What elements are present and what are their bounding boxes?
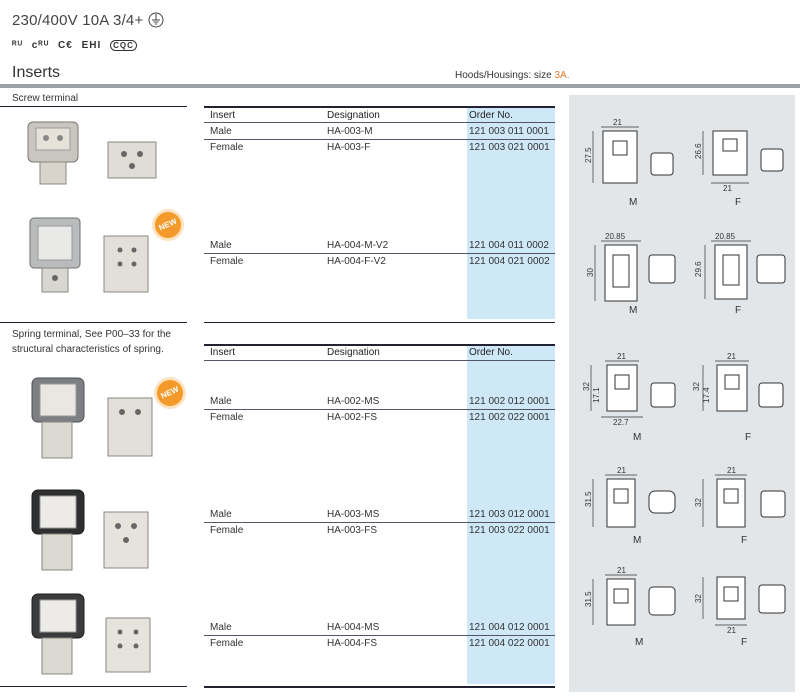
table-row-designation: HA-004-FS xyxy=(327,638,378,649)
row-rule xyxy=(204,522,555,523)
drawing-label: F xyxy=(741,637,748,648)
drawing-ha-004-f-v2 xyxy=(689,231,789,307)
svg-text:21: 21 xyxy=(723,184,732,193)
row-rule xyxy=(204,253,555,254)
table-row-designation: HA-003-F xyxy=(327,142,371,153)
drawing-ha-004-ms xyxy=(579,567,679,637)
cul-mark: cᴿᵁ xyxy=(31,40,50,51)
drawing-label: F xyxy=(735,305,742,316)
svg-text:21: 21 xyxy=(613,119,622,127)
svg-text:21: 21 xyxy=(617,467,626,475)
col-header-insert: Insert xyxy=(210,347,236,358)
col-header-order: Order No. xyxy=(469,110,513,121)
table-row-insert: Female xyxy=(210,638,244,649)
drawing-label: M xyxy=(633,432,642,443)
svg-text:27.5: 27.5 xyxy=(584,147,593,163)
col-header-designation: Designation xyxy=(327,110,380,121)
product-photo-ha-003-s xyxy=(24,484,174,576)
eac-mark: EHI xyxy=(81,40,102,51)
table-row-order: 121 004 012 0001 xyxy=(469,622,550,633)
col-header-order: Order No. xyxy=(469,347,513,358)
drawing-ha-002-m xyxy=(579,353,679,433)
screw-table-topline xyxy=(204,106,555,108)
svg-text:32: 32 xyxy=(582,382,591,391)
svg-text:30: 30 xyxy=(586,268,595,277)
table-row-designation: HA-003-M xyxy=(327,126,373,137)
drawing-ha-003-m xyxy=(579,119,679,195)
table-row-insert: Female xyxy=(210,412,244,423)
table-row-designation: HA-003-FS xyxy=(327,525,378,536)
table-row-insert: Male xyxy=(210,622,232,633)
voltage-spec xyxy=(12,12,164,29)
table-row-order: 121 003 022 0001 xyxy=(469,525,550,536)
spring-terminal-title-1: Spring terminal, See P00–33 for the xyxy=(12,329,171,340)
spring-table-topline xyxy=(204,344,555,346)
product-photo-ha-002 xyxy=(24,372,174,464)
col-header-designation: Designation xyxy=(327,347,380,358)
header-rule xyxy=(204,122,555,123)
table-row-insert: Female xyxy=(210,142,244,153)
svg-text:17.4: 17.4 xyxy=(702,387,711,403)
hoods-note: Hoods/Housings: size 3A. xyxy=(455,70,570,81)
svg-text:20.85: 20.85 xyxy=(605,232,626,241)
screw-title-line xyxy=(0,106,187,107)
svg-text:21: 21 xyxy=(727,626,736,635)
section-title: Inserts xyxy=(12,64,61,81)
cqc-mark: CQC xyxy=(110,40,137,51)
product-photo-ha-004-s xyxy=(24,588,174,680)
svg-text:32: 32 xyxy=(694,594,703,603)
spec-text: 230/400V 10A 3/4+ xyxy=(12,12,144,29)
drawing-ha-003-ms xyxy=(579,467,679,535)
header-rule xyxy=(204,360,555,361)
drawing-label: M xyxy=(629,305,638,316)
row-rule xyxy=(204,139,555,140)
row-rule xyxy=(204,409,555,410)
row-rule xyxy=(204,635,555,636)
svg-text:26.6: 26.6 xyxy=(694,143,703,159)
spring-separator-line xyxy=(204,322,555,323)
drawing-ha-004-fs xyxy=(689,567,789,637)
product-photo-ha-003 xyxy=(18,112,168,190)
svg-text:32: 32 xyxy=(692,382,701,391)
ul-mark: ᴿᵁ xyxy=(12,40,23,51)
svg-text:21: 21 xyxy=(617,353,626,361)
drawing-label: M xyxy=(635,637,644,648)
table-row-designation: HA-003-MS xyxy=(327,509,380,520)
drawing-label: M xyxy=(629,197,638,208)
table-row-insert: Female xyxy=(210,256,244,267)
dimension-drawings-panel xyxy=(569,95,795,692)
drawing-label: F xyxy=(735,197,742,208)
table-row-order: 121 004 021 0002 xyxy=(469,256,550,267)
svg-text:21: 21 xyxy=(617,567,626,575)
drawing-label: M xyxy=(633,535,642,546)
table-row-order: 121 003 012 0001 xyxy=(469,509,550,520)
table-row-insert: Male xyxy=(210,240,232,251)
certification-marks xyxy=(12,40,142,51)
table-row-designation: HA-004-MS xyxy=(327,622,380,633)
table-row-order: 121 004 011 0002 xyxy=(469,240,549,251)
table-row-insert: Male xyxy=(210,126,232,137)
drawing-ha-002-f xyxy=(689,353,789,433)
svg-text:17.1: 17.1 xyxy=(592,387,601,403)
table-row-order: 121 003 021 0001 xyxy=(469,142,550,153)
table-row-insert: Male xyxy=(210,509,232,520)
drawing-label: F xyxy=(745,432,752,443)
drawing-ha-004-m-v2 xyxy=(579,231,679,307)
svg-text:31.5: 31.5 xyxy=(584,591,593,607)
screw-terminal-title: Screw terminal xyxy=(12,93,79,104)
hoods-size: 3A. xyxy=(554,70,570,81)
svg-text:22.7: 22.7 xyxy=(613,418,629,427)
ce-mark: C€ xyxy=(58,40,73,51)
drawing-ha-003-f xyxy=(689,119,789,195)
svg-text:31.5: 31.5 xyxy=(584,491,593,507)
left-bottom-line xyxy=(0,686,187,687)
svg-text:20.85: 20.85 xyxy=(715,232,736,241)
spring-terminal-title-2: structural characteristics of spring. xyxy=(12,344,164,355)
table-row-order: 121 003 011 0001 xyxy=(469,126,549,137)
order-column-bg xyxy=(467,106,555,319)
svg-text:32: 32 xyxy=(694,498,703,507)
spring-title-line xyxy=(0,322,187,323)
drawing-label: F xyxy=(741,535,748,546)
new-badge: NEW xyxy=(153,376,188,411)
svg-text:21: 21 xyxy=(727,467,736,475)
table-row-designation: HA-002-FS xyxy=(327,412,378,423)
table-row-designation: HA-004-M-V2 xyxy=(327,240,389,251)
col-header-insert: Insert xyxy=(210,110,236,121)
header-divider xyxy=(0,84,800,88)
ground-icon xyxy=(148,12,164,28)
product-photo-ha-004-v2 xyxy=(22,210,172,296)
table-row-designation: HA-002-MS xyxy=(327,396,380,407)
table-row-insert: Male xyxy=(210,396,232,407)
drawing-ha-003-fs xyxy=(689,467,789,535)
table-row-insert: Female xyxy=(210,525,244,536)
table-row-designation: HA-004-F-V2 xyxy=(327,256,386,267)
svg-text:21: 21 xyxy=(727,353,736,361)
table-row-order: 121 002 022 0001 xyxy=(469,412,550,423)
table-row-order: 121 002 012 0001 xyxy=(469,396,550,407)
svg-text:29.6: 29.6 xyxy=(694,261,703,277)
table-bottom-line xyxy=(204,686,555,688)
new-badge: NEW xyxy=(151,208,186,243)
table-row-order: 121 004 022 0001 xyxy=(469,638,550,649)
